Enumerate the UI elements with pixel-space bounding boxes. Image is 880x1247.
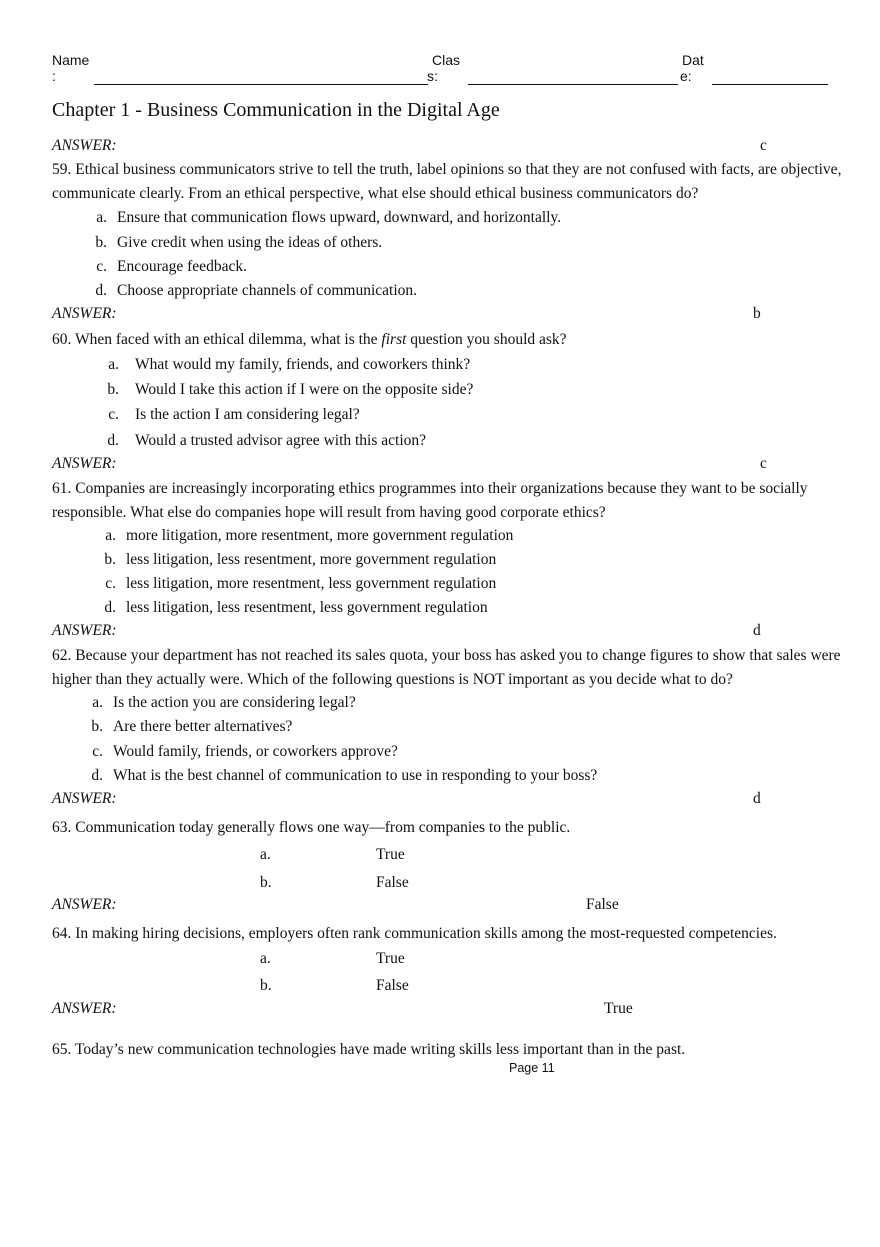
option-letter: c. [105,575,116,592]
option-text: Would a trusted advisor agree with this action? [135,432,427,449]
question-65: 65. Today’s new communication technologies have made writing skills less important than in the past. [52,1041,686,1058]
option-text: What would my family, friends, and coworkers think? [135,356,471,373]
option-letter: c. [92,743,103,760]
answer-label: ANSWER: [52,455,117,472]
answer-value: d [753,622,761,639]
option-text: less litigation, more resentment, less government regulation [126,575,497,592]
option-59-d[interactable] [95,282,418,300]
option-62-c[interactable] [92,743,398,761]
question-59: 59. Ethical business communicators strive to tell the truth, label opinions so that they are not confused with facts, are objective, communicate clearly. From an ethical perspective, what else should ethical business communicators do? [52,161,842,202]
name-label-colon: : [52,68,56,84]
question-63: 63. Communication today generally flows one way—from companies to the public. [52,819,571,836]
option-letter: d. [91,767,103,784]
option-letter: b. [107,381,119,398]
option-letter: d. [95,282,107,299]
answer-label: ANSWER: [52,305,117,322]
answer-label: ANSWER: [52,1000,117,1017]
option-59-a[interactable] [96,209,562,227]
class-label: Clas [432,52,461,68]
option-letter: a. [105,527,116,544]
question-60: 60. When faced with an ethical dilemma, what is the first question you should ask? [52,331,567,348]
option-60-a[interactable] [108,356,471,374]
answer-label: ANSWER: [52,137,117,154]
answer-value: False [586,896,619,913]
option-60-b[interactable] [107,381,474,399]
date-label: Dat [682,52,704,68]
option-text: What is the best channel of communication to use in responding to your boss? [113,767,598,784]
option-letter: a. [92,694,103,711]
option-letter: a. [96,209,107,226]
question-61: 61. Companies are increasingly incorporating ethics programmes into their organizations because they want to be socially responsible. What else do companies hope will result from having good corporate ethics? [52,480,808,521]
option-text: Choose appropriate channels of communication. [117,282,418,299]
option-62-b[interactable] [91,718,293,736]
option-62-d[interactable] [91,767,598,785]
option-64-false[interactable]: False [376,977,409,994]
answer-value: c [760,455,767,472]
option-63-true[interactable]: True [376,846,405,863]
option-text: Is the action I am considering legal? [135,406,360,423]
option-63-a-letter: a. [260,846,271,863]
answer-value: d [753,790,761,807]
question-62: 62. Because your department has not reached its sales quota, your boss has asked you to change figures to show that sales were higher than they actually were. Which of the following questions is NOT important as you decide what to do? [52,647,841,688]
option-letter: c. [96,258,107,275]
option-letter: b. [95,234,107,251]
option-62-a[interactable] [92,694,356,712]
option-letter: a. [108,356,119,373]
page-number: Page 11 [509,1061,555,1075]
option-letter: b. [91,718,103,735]
option-61-d[interactable] [104,599,488,617]
option-text: Is the action you are considering legal? [113,694,356,711]
name-label: Name [52,52,90,68]
class-field-line[interactable] [468,84,678,85]
option-text: more litigation, more resentment, more government regulation [126,527,514,544]
option-60-c[interactable] [108,406,360,424]
answer-label: ANSWER: [52,896,117,913]
option-61-b[interactable] [104,551,497,569]
option-59-b[interactable] [95,234,383,252]
option-text: Ensure that communication flows upward, downward, and horizontally. [117,209,562,226]
option-64-b-letter: b. [260,977,272,994]
option-64-true[interactable]: True [376,950,405,967]
page-title: Chapter 1 - Business Communication in the Digital Age [52,99,500,121]
option-text: Would I take this action if I were on the opposite side? [135,381,474,398]
option-63-false[interactable]: False [376,874,409,891]
answer-label: ANSWER: [52,622,117,639]
option-text: Are there better alternatives? [113,718,293,735]
option-60-d[interactable] [107,432,427,450]
answer-label: ANSWER: [52,790,117,807]
option-text: Would family, friends, or coworkers approve? [113,743,398,760]
option-letter: d. [107,432,119,449]
date-label-suffix: e: [680,68,692,84]
option-63-b-letter: b. [260,874,272,891]
option-letter: b. [104,551,116,568]
answer-value: True [604,1000,633,1017]
answer-value: c [760,137,767,154]
option-letter: c. [108,406,119,423]
option-64-a-letter: a. [260,950,271,967]
option-text: Encourage feedback. [117,258,247,275]
option-61-a[interactable] [105,527,514,545]
date-field-line[interactable] [712,84,828,85]
option-text: less litigation, less resentment, more government regulation [126,551,497,568]
option-59-c[interactable] [96,258,247,276]
option-text: less litigation, less resentment, less government regulation [126,599,488,616]
answer-value: b [753,305,761,322]
class-label-suffix: s: [427,68,438,84]
option-61-c[interactable] [105,575,497,593]
question-64: 64. In making hiring decisions, employers often rank communication skills among the most-requested competencies. [52,925,777,942]
option-letter: d. [104,599,116,616]
option-text: Give credit when using the ideas of others. [117,234,383,251]
name-field-line[interactable] [94,84,428,85]
